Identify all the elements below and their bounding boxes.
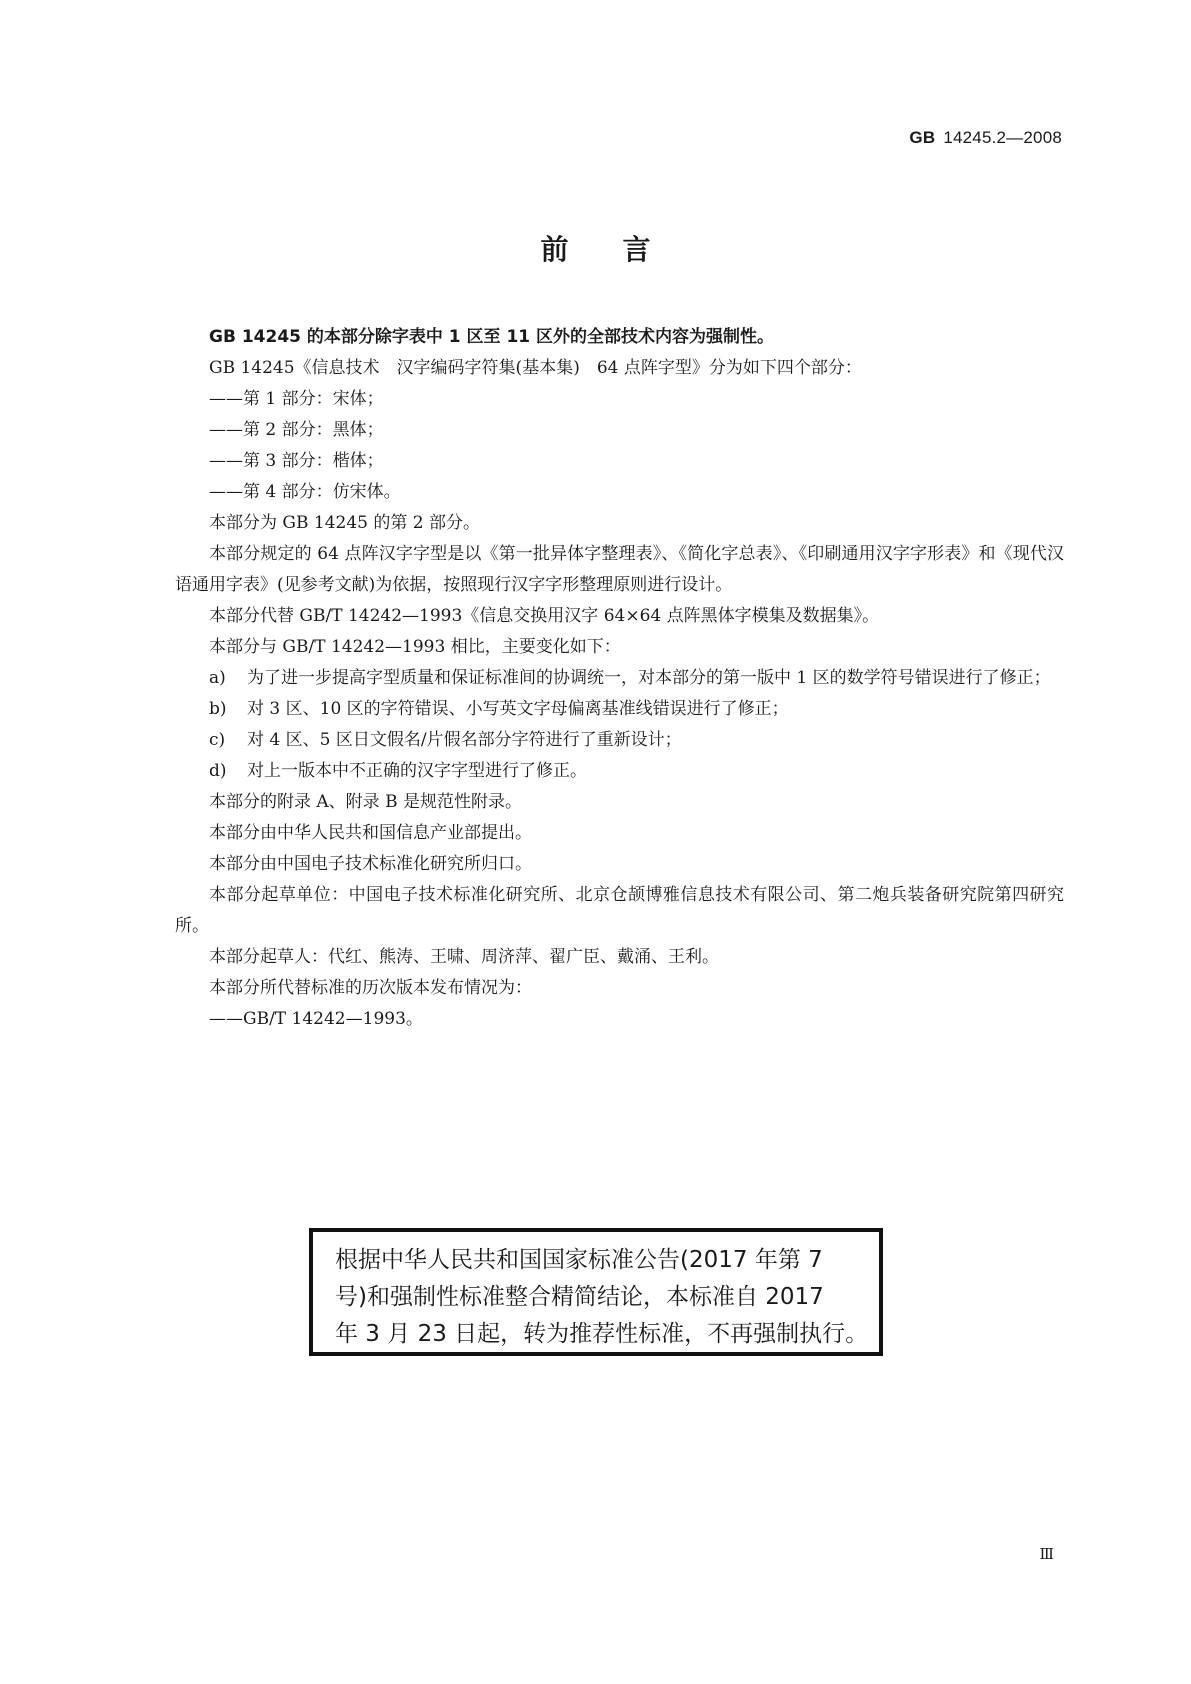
change-item-c: [175, 725, 1064, 756]
change-item-text: 对 3 区、10 区的字符错误、小写英文字母偏离基准线错误进行了修正；: [247, 699, 789, 719]
standard-number: 14245.2—2008: [943, 128, 1062, 147]
page-title: 前言: [540, 233, 705, 266]
replaces-paragraph: 本部分代替 GB/T 14242—1993《信息交换用汉字 64×64 点阵黑体字模集及数据集》。: [209, 606, 880, 626]
history-intro: 本部分所代替标准的历次版本发布情况为：: [209, 978, 532, 998]
drafting-units-paragraph: 本部分起草单位：中国电子技术标准化研究所、北京仓颉博雅信息技术有限公司、第二炮兵装备研究院第四研究所。: [175, 885, 1064, 936]
change-item-mark: c): [209, 730, 226, 750]
change-item-mark: b): [209, 699, 227, 719]
notice-box: [309, 1228, 883, 1356]
changes-intro: 本部分与 GB/T 14242—1993 相比，主要变化如下：: [209, 637, 621, 657]
standard-code: [909, 128, 1062, 148]
notice-line-1: 根据中华人民共和国国家标准公告(2017 年第 7: [335, 1247, 823, 1273]
part-item-2: ——第 2 部分：黑体；: [209, 420, 384, 440]
drafters-paragraph: 本部分起草人：代红、熊涛、王啸、周济萍、翟广臣、戴涌、王利。: [209, 947, 719, 967]
centralized-paragraph: 本部分由中国电子技术标准化研究所归口。: [209, 854, 532, 874]
history-item: ——GB/T 14242—1993。: [209, 1009, 423, 1029]
foreword-body: [175, 322, 1064, 1035]
change-item-text: 为了进一步提高字型质量和保证标准间的协调统一，对本部分的第一版中 1 区的数学符号错误进行了修正；: [247, 668, 1051, 688]
notice-line-3: 年 3 月 23 日起，转为推荐性标准，不再强制执行。: [335, 1321, 869, 1347]
proposer-paragraph: 本部分由中华人民共和国信息产业部提出。: [209, 823, 532, 843]
change-item-text: 对 4 区、5 区日文假名/片假名部分字符进行了重新设计；: [247, 730, 682, 750]
page-number: Ⅲ: [1039, 1545, 1054, 1563]
change-item-b: [175, 694, 1064, 725]
parts-intro: GB 14245《信息技术 汉字编码字符集(基本集) 64 点阵字型》分为如下四个部分：: [209, 358, 862, 378]
change-item-d: [175, 756, 1064, 787]
part-statement: 本部分为 GB 14245 的第 2 部分。: [209, 513, 480, 533]
standard-prefix: GB: [909, 128, 936, 147]
part-item-4: ——第 4 部分：仿宋体。: [209, 482, 401, 502]
mandatory-statement: GB 14245 的本部分除字表中 1 区至 11 区外的全部技术内容为强制性。: [209, 327, 775, 347]
basis-paragraph: 本部分规定的 64 点阵汉字字型是以《第一批异体字整理表》、《简化字总表》、《印刷通用汉字字形表》和《现代汉语通用字表》(见参考文献)为依据，按照现行汉字字形整理原则进行设计。: [175, 544, 1064, 595]
part-item-3: ——第 3 部分：楷体；: [209, 451, 384, 471]
change-item-text: 对上一版本中不正确的汉字字型进行了修正。: [247, 761, 587, 781]
notice-line-2: 号)和强制性标准整合精简结论，本标准自 2017: [335, 1284, 824, 1310]
change-item-mark: a): [209, 668, 226, 688]
change-item-a: [175, 663, 1064, 694]
change-item-mark: d): [209, 761, 227, 781]
annex-paragraph: 本部分的附录 A、附录 B 是规范性附录。: [209, 792, 522, 812]
part-item-1: ——第 1 部分：宋体；: [209, 389, 384, 409]
